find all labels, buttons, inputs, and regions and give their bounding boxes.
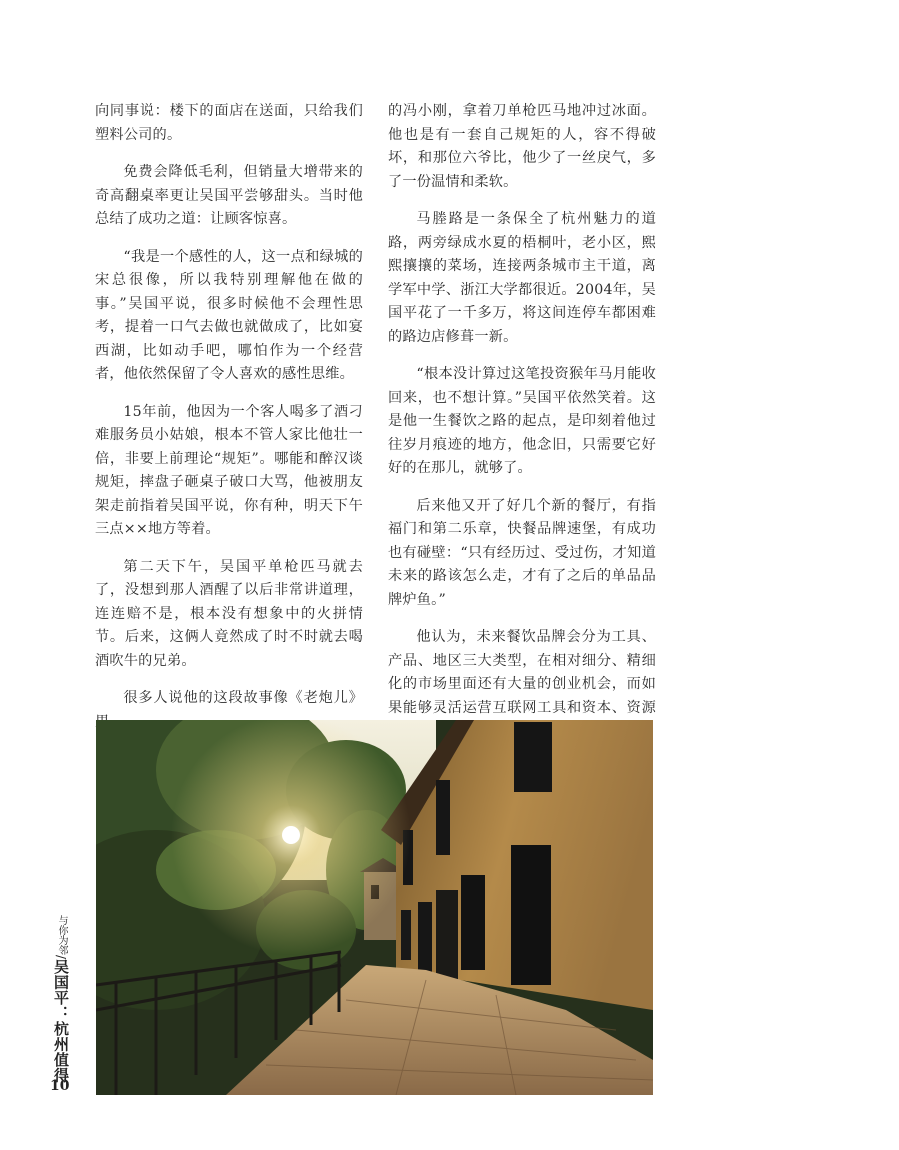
paragraph: “我是一个感性的人，这一点和绿城的宋总很像，所以我特别理解他在做的事。”吴国平说，很多时候他不会理性思考，提着一口气去做也就做成了，比如宴西湖，比如动手吧，哪怕作为一个经营者，他依然保留了令人喜欢的感性思维。	[95, 248, 363, 382]
paragraph: 免费会降低毛利，但销量大增带来的奇高翻桌率更让吴国平尝够甜头。当时他总结了成功之道：让顾客惊喜。	[95, 164, 363, 227]
section-divider: /	[54, 955, 68, 960]
headline: 吴国平：杭州值得	[52, 959, 70, 1084]
page-number: 10	[50, 1078, 70, 1094]
article-right-column	[388, 100, 656, 758]
article-left-column	[95, 100, 363, 748]
restaurant-photo	[96, 720, 653, 1095]
sidebar-headline	[48, 915, 72, 1084]
paragraph: 的冯小刚，拿着刀单枪匹马地冲过冰面。他也是有一套自己规矩的人，容不得破坏，和那位六爷比，他少了一丝戾气，多了一份温情和柔软。	[388, 103, 656, 190]
paragraph: “根本没计算过这笔投资猴年马月能收回来，也不想计算。”吴国平依然笑着。这是他一生餐饮之路的起点，是印刻着他过往岁月痕迹的地方，他念旧，只需要它好好的在那儿，就够了。	[388, 366, 656, 476]
paragraph: 他认为，未来餐饮品牌会分为工具、产品、地区三大类型，在相对细分、精细化的市场里面还有大量的创业机会，而如果能够灵活运营互联网工具和资本、资源	[388, 629, 656, 716]
paragraph: 第二天下午，吴国平单枪匹马就去了，没想到那人酒醒了以后非常讲道理，连连赔不是，根本没有想象中的火拼情节。后来，这俩人竟然成了时不时就去喝酒吹牛的兄弟。	[95, 558, 363, 669]
paragraph: 马塍路是一条保全了杭州魅力的道路，两旁绿成水夏的梧桐叶，老小区，熙熙攘攘的菜场，连接两条城市主干道，离学军中学、浙江大学都很近。2004年，吴国平花了一千多万，将这间连停车都困难的路边店修葺一新。	[388, 211, 656, 345]
section-label: 与你为邻	[56, 915, 67, 955]
paragraph: 很多人说他的这段故事像《老炮儿》	[123, 690, 363, 706]
paragraph: 15年前，他因为一个客人喝多了酒刁难服务员小姑娘，根本不管人家比他壮一倍，非要上前理论“规矩”。哪能和醉汉谈规矩，摔盘子砸桌子破口大骂，他被朋友架走前指着吴国平说，你有种，明天下午三点××地方等着。	[95, 403, 363, 537]
paragraph: 向同事说：楼下的面店在送面，只给我们塑料公司的。	[95, 103, 363, 143]
paragraph: 后来他又开了好几个新的餐厅，有指福门和第二乐章，快餐品牌速堡，有成功也有碰壁：“只有经历过、受过伤，才知道未来的路该怎么走，才有了之后的单品品牌炉鱼。”	[388, 497, 656, 608]
